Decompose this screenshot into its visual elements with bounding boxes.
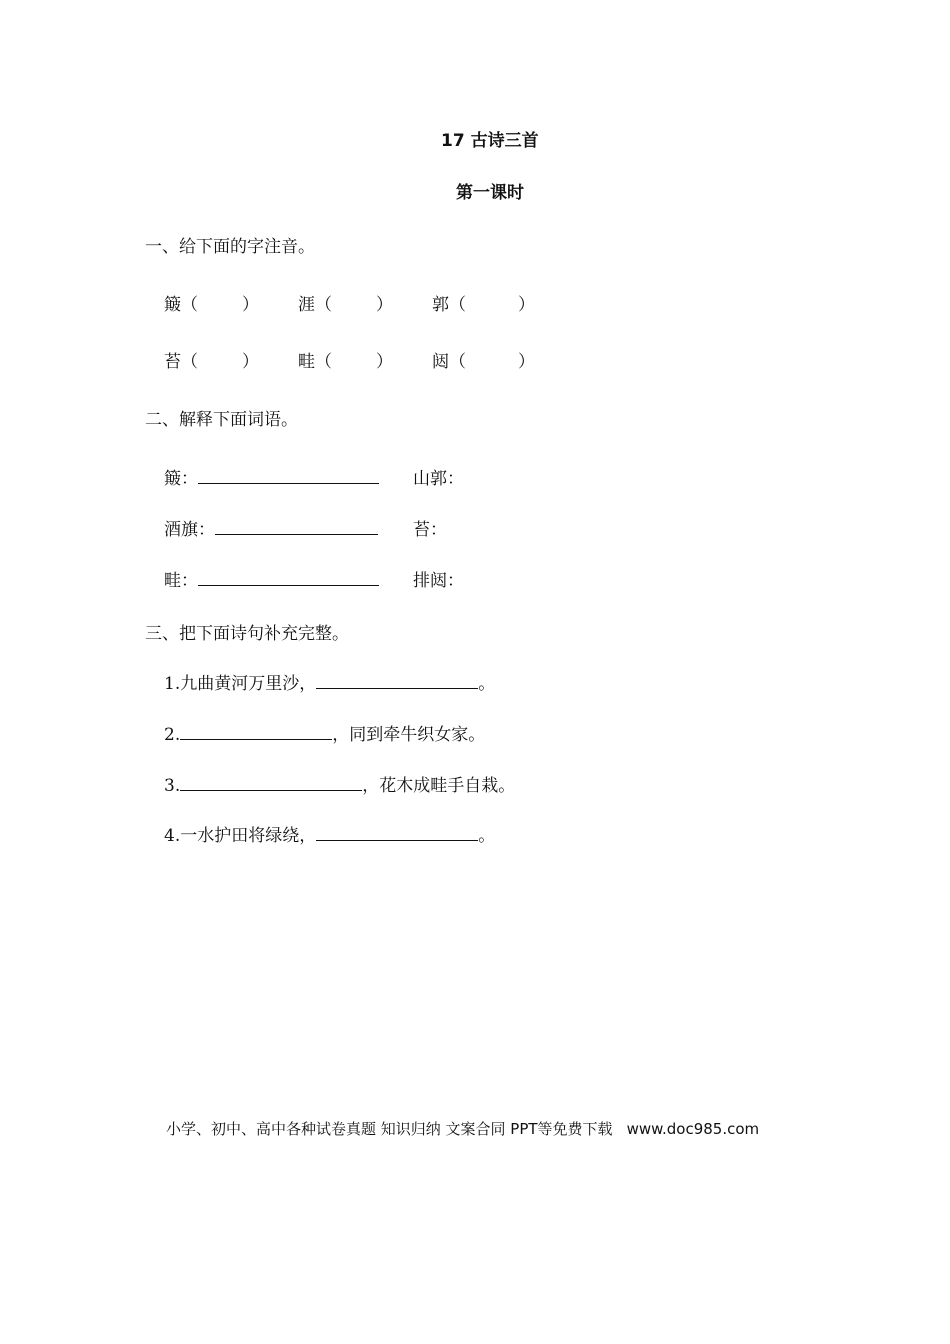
definition-item bbox=[164, 515, 378, 540]
answer-line[interactable] bbox=[316, 822, 478, 841]
term-label: 簸： bbox=[164, 469, 198, 489]
answer-line[interactable] bbox=[198, 567, 379, 586]
pinyin-char: 苔 bbox=[164, 352, 181, 372]
pinyin-item: 闼（ ） bbox=[432, 352, 535, 372]
definition-item bbox=[413, 464, 464, 489]
definition-item bbox=[164, 464, 379, 489]
poem-line: 2. ，同到牵牛织女家。 bbox=[164, 720, 485, 745]
footer-link[interactable]: www.doc985.com bbox=[626, 1120, 760, 1138]
pinyin-char: 郭 bbox=[432, 295, 449, 315]
pinyin-char: 簸 bbox=[164, 295, 181, 315]
term-label: 山郭： bbox=[413, 469, 464, 489]
section1-heading: 一、给下面的字注音。 bbox=[145, 237, 315, 257]
answer-line[interactable] bbox=[180, 721, 332, 740]
pinyin-char: 涯 bbox=[298, 295, 315, 315]
answer-line[interactable] bbox=[180, 772, 362, 791]
footer bbox=[166, 1118, 759, 1139]
pinyin-item: 郭（ ） bbox=[432, 295, 535, 315]
pinyin-item: 簸（ ） bbox=[164, 295, 259, 315]
definition-item bbox=[413, 566, 464, 591]
poem-line: 3. ，花木成畦手自栽。 bbox=[164, 771, 515, 796]
page-title: 17 古诗三首 bbox=[441, 131, 539, 151]
definition-item bbox=[413, 515, 447, 540]
term-label: 酒旗： bbox=[164, 520, 215, 540]
pinyin-item: 苔（ ） bbox=[164, 352, 259, 372]
pinyin-char: 闼 bbox=[432, 352, 449, 372]
pinyin-item: 涯（ ） bbox=[298, 295, 393, 315]
footer-text: 小学、初中、高中各种试卷真题 知识归纳 文案合同 PPT等免费下载 bbox=[166, 1120, 613, 1138]
pinyin-item: 畦（ ） bbox=[298, 352, 393, 372]
section3-heading: 三、把下面诗句补充完整。 bbox=[145, 624, 349, 644]
poem-line: 4.一水护田将绿绕， 。 bbox=[164, 821, 495, 846]
answer-line[interactable] bbox=[215, 516, 378, 535]
section2-heading: 二、解释下面词语。 bbox=[145, 410, 298, 430]
answer-line[interactable] bbox=[316, 670, 478, 689]
term-label: 苔： bbox=[413, 520, 447, 540]
poem-line: 1.九曲黄河万里沙， 。 bbox=[164, 669, 495, 694]
answer-line[interactable] bbox=[198, 465, 379, 484]
page-subtitle: 第一课时 bbox=[456, 183, 524, 203]
definition-item bbox=[164, 566, 379, 591]
pinyin-char: 畦 bbox=[298, 352, 315, 372]
term-label: 畦： bbox=[164, 571, 198, 591]
term-label: 排闼： bbox=[413, 571, 464, 591]
